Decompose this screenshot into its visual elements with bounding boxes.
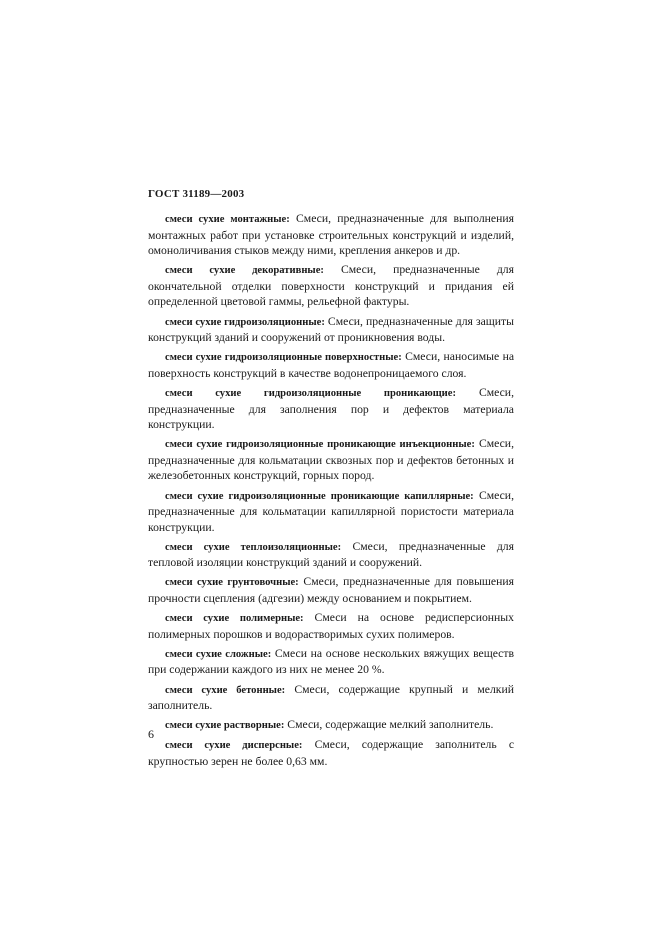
definition-text: Смеси, предназначенные для повышения прочности сцепления (адгезии) между основанием и покрытием. [148,575,515,606]
definition-entry [148,314,514,346]
definition-term: смеси сухие сложные: [165,648,272,660]
definition-term: смеси сухие гидроизоляционные проникающие: [165,387,456,399]
definition-term: смеси сухие растворные: [165,720,285,732]
definition-text: Смеси, содержащие мелкий заполнитель. [287,718,494,732]
definition-text: Смеси, предназначенные для заполнения пор и дефектов материала конструкции. [148,385,514,432]
page-number: 6 [148,727,154,741]
definition-text: Смеси, предназначенные для тепловой изоляции конструкций зданий и сооружений. [148,539,514,570]
definition-text: Смеси, предназначенные для защиты конструкций зданий и сооружений от проникновения воды. [148,314,514,345]
definition-term: смеси сухие гидроизоляционные проникающие инъекционные: [165,439,475,451]
definition-term: смеси сухие теплоизоляционные: [165,541,342,553]
definition-entry [148,737,514,769]
definition-text: Смеси, предназначенные для окончательной отделки поверхности конструкций и придания ей определенной цветовой гаммы, рельефной фактуры. [148,263,514,309]
definition-text: Смеси, содержащие заполнитель с крупностью зерен не более 0,63 мм. [148,738,515,768]
definition-entry [148,574,514,606]
definition-entry [148,610,514,642]
definition-term: смеси сухие монтажные: [165,214,290,225]
definition-entry [148,682,514,714]
definition-entry [148,646,514,678]
definition-text: Смеси, наносимые на поверхность конструкций в качестве водонепроницаемого слоя. [148,350,515,380]
definition-term: смеси сухие бетонные: [165,684,286,696]
definition-text: Смеси, предназначенные для выполнения монтажных работ при установке строительных конструкций и изделий, омоноличивания стыков между ними, крепления анкеров и др. [148,212,515,258]
definition-text: Смеси на основе нескольких вяжущих веществ при содержании каждого из них не менее 20 %. [148,646,514,677]
definition-entry [148,436,514,484]
definition-entry [148,717,514,734]
definition-entry [148,385,514,433]
definition-text: Смеси, предназначенные для кольматации капиллярной пористости материала конструкции. [148,488,514,534]
definition-text: Смеси на основе редисперсионных полимерных порошков и водорастворимых сухих полимеров. [148,611,515,641]
definition-term: смеси сухие декоративные: [165,265,324,277]
definition-entry [148,349,514,381]
definition-entry [148,539,514,571]
definition-term: смеси сухие полимерные: [165,613,304,625]
definitions-list [148,211,514,773]
definition-term: смеси сухие дисперсные: [165,740,303,752]
definition-term: смеси сухие гидроизоляционные: [165,316,325,328]
document-code: ГОСТ 31189—2003 [148,188,245,200]
definition-text: Смеси, предназначенные для кольматации сквозных пор и дефектов бетонных и железобетонных конструкций, горных пород. [148,437,514,483]
definition-term: смеси сухие гидроизоляционные поверхностные: [165,352,402,364]
definition-text: Смеси, содержащие крупный и мелкий заполнитель. [148,682,514,713]
definition-term: смеси сухие грунтовочные: [165,577,299,589]
definition-term: смеси сухие гидроизоляционные проникающие капиллярные: [165,490,474,502]
definition-entry [148,488,514,536]
definition-entry [148,211,514,259]
definition-entry [148,262,514,310]
